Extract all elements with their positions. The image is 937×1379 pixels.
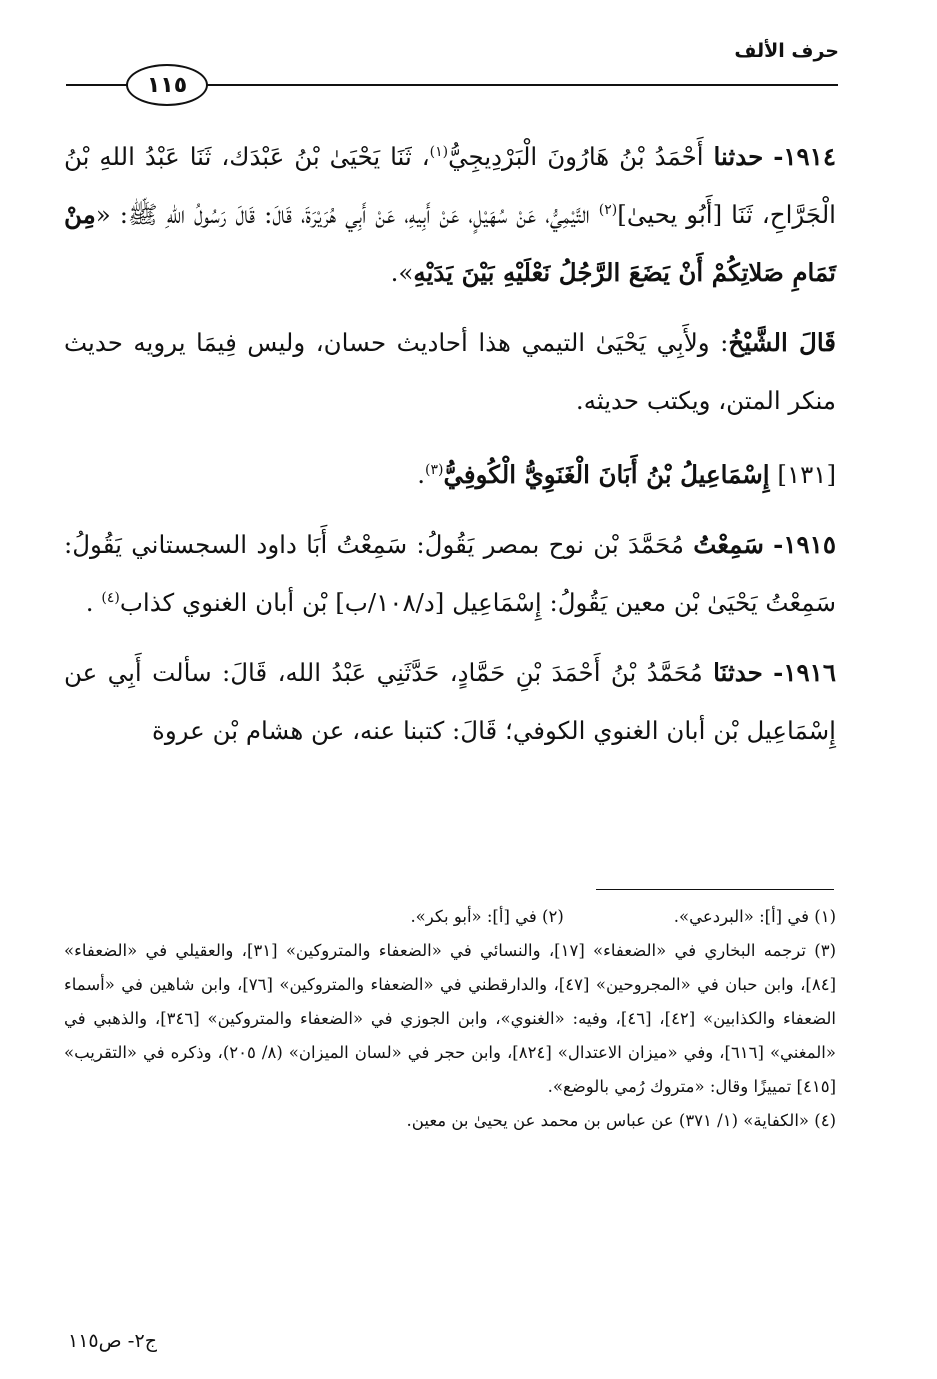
isnad-text: مُحَمَّدُ بْنُ أَحْمَدَ بْنِ حَمَّادٍ، حَدَّثَنِي عَبْدُ الله، قَالَ: سألت أَبِي عن إِسْمَاعِيل بْن أبان الغنوي الكوفي؛ قَالَ: كتبنا عنه، عن هشام بْن عروة: [64, 658, 836, 745]
hadith-matn: مِنْ تَمَامِ صَلاتِكُمْ أَنْ يَضَعَ الرَّجُلُ نَعْلَيْهِ بَيْنَ يَدَيْهِ: [64, 200, 836, 287]
isnad-text: أَحْمَدُ بْنُ هَارُونَ الْبَرْدِيجِيُّ: [448, 142, 704, 171]
hadith-1914: [64, 128, 836, 302]
narration-keyword: حدثنَا: [713, 658, 763, 687]
volume-page-reference: ج٢- ص١١٥: [68, 1330, 157, 1352]
closing-text: ».: [390, 258, 414, 287]
chapter-title: حرف الألف: [734, 40, 839, 62]
biography-number: [١٣١]: [777, 460, 836, 489]
narration-keyword: حدثنا: [713, 142, 764, 171]
hadith-1916: [64, 644, 836, 760]
footnote-3-text: ترجمه البخاري في «الضعفاء» [١٧]، والنسائي في «الضعفاء والمتروكين» [٣١]، والعقيلي في «الضعفاء» [٨٤]، وابن حبان في «المجروحين» [٤٧]، والدارقطني في «الضعفاء والمتروكين» [٧٦]، وابن شاهين في «أسماء الضعفاء والكذابين» [٤٢]، [٤٦]، وفيه: «الغنوي»، وابن الجوزي في «الضعفاء والمتروكين» [٣٤٦]، والذهبي في «المغني» [٦١٦]، وفي «ميزان الاعتدال» [٨٢٤]، وابن حجر في «لسان الميزان» (٨/ ٢٠٥)، وذكره في «التقريب» [٤١٥] تمييزًا وقال: «متروك رُمي بالوضع».: [64, 941, 836, 1096]
hadith-number: ١٩١٦-: [773, 658, 836, 687]
hadith-number: ١٩١٤-: [773, 142, 836, 171]
footnote-row: [64, 900, 836, 934]
page-number: ١١٥: [126, 64, 208, 106]
closing-text: .: [417, 460, 426, 489]
footnote-4: (٤) «الكفاية» (١/ ٣٧١) عن عباس بن محمد عن يحيىٰ بن معين.: [406, 1111, 836, 1130]
isnad-text: ، ثَنَا يَحْيَىٰ بْنُ عَبْدَك، ثَنَا عَبْدُ اللهِ بْنُ الْجَرَّاحِ، ثَنَا [أَبُو يحيىٰ]: [64, 142, 836, 229]
isnad-text: مُحَمَّدَ بْن نوح بمصر يَقُولُ: سَمِعْتُ أَبَا داود السجستاني يَقُولُ: سَمِعْتُ يَحْيَىٰ بْن معين يَقُولُ: إِسْمَاعِيل [د/١٠٨/ب] بْن أبان الغنوي كذاب: [64, 530, 836, 617]
sheikh-label: قَالَ الشَّيْخُ: [728, 328, 836, 357]
footnote-3: [64, 934, 836, 1104]
footnote-separator: [596, 889, 834, 890]
biography-title: إِسْمَاعِيلُ بْنُ أَبَانَ الْغَنَوِيُّ الْكُوفِيُّ: [443, 460, 770, 489]
hadith-number: ١٩١٥-: [773, 530, 836, 559]
footnote-ref-1: (١): [429, 143, 449, 160]
footnote-ref-4: (٤): [101, 589, 120, 606]
biography-heading: [64, 446, 836, 504]
sheikh-text: : ولأَبِي يَحْيَىٰ التيمي هذا أحاديث حسان، وليس فِيمَا يرويه حديث منكر المتن، ويكتب حديثه.: [64, 328, 836, 415]
footnote-ref-2: (٢): [598, 201, 618, 218]
main-text: [64, 128, 836, 760]
footnote-ref-3: (٣): [425, 461, 444, 478]
closing-text: .: [85, 588, 102, 617]
hadith-1915: [64, 516, 836, 632]
footnote-1: (١) في [أ]: «البردعي».: [673, 907, 836, 926]
sheikh-comment: [64, 314, 836, 430]
isnad-text: التَّيْمِيُّ، عَنْ سُهَيْلٍ، عَنْ أَبِيهِ، عَنْ أَبِي هُرَيْرَةَ، قَالَ: قَالَ رَسُولُ اللهِ ﷺ: «: [95, 200, 599, 229]
footnote-marker: (٣): [814, 941, 836, 960]
footnote-2: (٢) في [أ]: «أبو بكر».: [410, 907, 564, 926]
narration-keyword: سَمِعْتُ: [693, 530, 764, 559]
footnotes: [64, 900, 836, 1138]
